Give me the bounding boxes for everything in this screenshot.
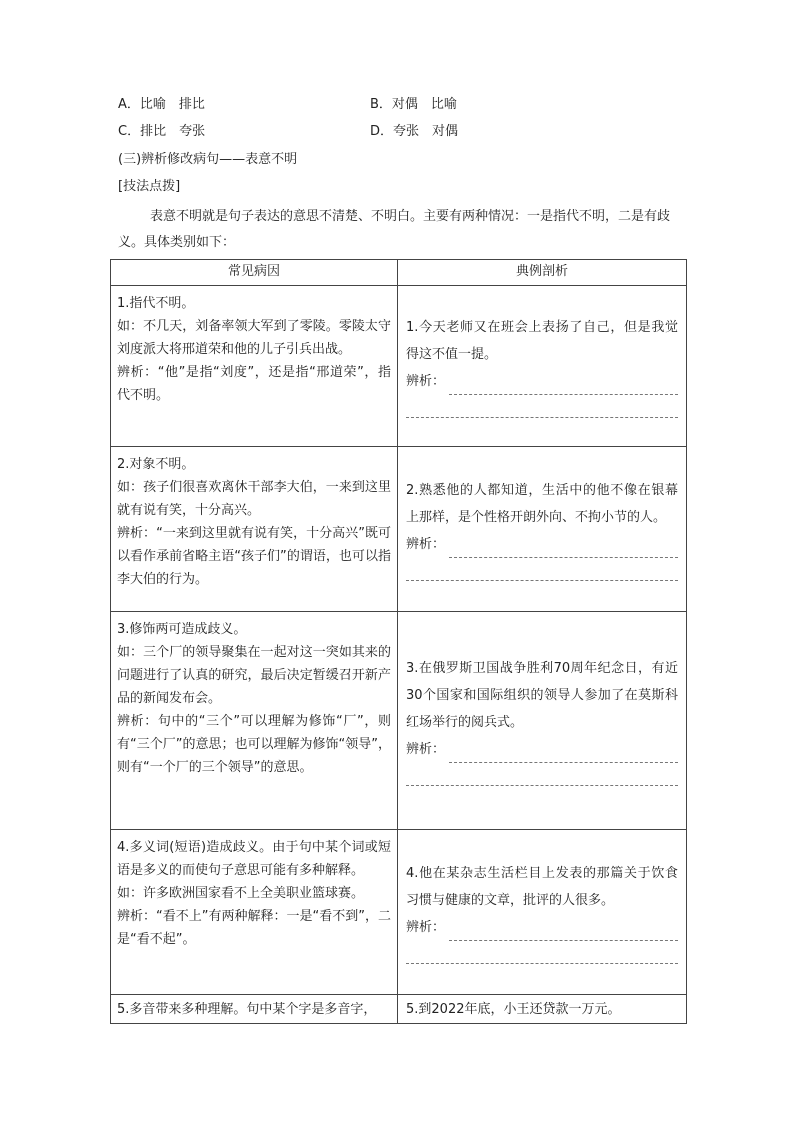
- cause-cell: [111, 612, 397, 785]
- analysis-line: [406, 531, 678, 558]
- cause-analysis: 辨析：“看不上”有两种解释：一是“看不到”，二是“看不起”。: [117, 909, 391, 947]
- cause-analysis: 辨析：“一来到这里就有说有笑，十分高兴”既可以看作承前省略主语“孩子们”的谓语，也可以指李大伯的行为。: [117, 526, 391, 587]
- cause-cell: [111, 447, 397, 597]
- cause-title: 5.多音带来多种理解。句中某个字是多音字，: [117, 1002, 377, 1017]
- analysis-label: 辨析：: [406, 742, 446, 757]
- cause-title: 4.多义词(短语)造成歧义。由于句中某个词或短语是多义的而使句子意思可能有多种解释。: [117, 840, 391, 878]
- answer-blank[interactable]: [406, 395, 678, 418]
- cause-example: 如：许多欧洲国家看不上全美职业篮球赛。: [117, 886, 365, 901]
- analysis-line: [406, 914, 678, 941]
- header-cause: 常见病因: [111, 260, 398, 286]
- option-b: B．对偶 比喻: [370, 97, 457, 112]
- header-example: 典例剖析: [398, 260, 687, 286]
- cause-analysis: 辨析：句中的“三个”可以理解为修饰“厂”，则有“三个厂”的意思；也可以理解为修饰“领导”，则有“一个厂的三个领导”的意思。: [117, 714, 391, 775]
- diagnosis-table: [110, 259, 687, 1024]
- analysis-line: [406, 368, 678, 395]
- analysis-label: 辨析：: [406, 537, 446, 552]
- table-row: [111, 995, 687, 1024]
- tip-title: [技法点拨]: [118, 179, 181, 194]
- example-cell: [398, 655, 686, 786]
- option-c: C．排比 夸张: [118, 124, 206, 139]
- example-cell: [398, 314, 686, 418]
- example-sentence: 4.他在某杂志生活栏目上发表的那篇关于饮食习惯与健康的文章，批评的人很多。: [406, 866, 678, 908]
- table-row: [111, 447, 687, 612]
- answer-blank[interactable]: [406, 763, 678, 786]
- answer-blank[interactable]: [449, 746, 678, 763]
- table-header-row: [111, 260, 687, 286]
- analysis-label: 辨析：: [406, 920, 446, 935]
- cause-title: 2.对象不明。: [117, 457, 195, 472]
- analysis-line: [406, 736, 678, 763]
- option-d: D．夸张 对偶: [370, 124, 459, 139]
- example-sentence: 1.今天老师又在班会上表扬了自己，但是我觉得这不值一提。: [406, 320, 678, 362]
- answer-blank[interactable]: [406, 558, 678, 581]
- cause-example: 如：三个厂的领导聚集在一起对这一突如其来的问题进行了认真的研究，最后决定暂缓召开新产品的新闻发布会。: [117, 645, 391, 706]
- cause-cell: [111, 995, 397, 1023]
- example-cell: [398, 477, 686, 581]
- intro-paragraph: 表意不明就是句子表达的意思不清楚、不明白。主要有两种情况：一是指代不明，二是有歧义。具体类别如下：: [118, 209, 671, 250]
- answer-blank[interactable]: [449, 924, 678, 941]
- example-cell: [398, 860, 686, 964]
- cause-analysis: 辨析：“他”是指“刘度”，还是指“邢道荣”，指代不明。: [117, 365, 391, 403]
- table-row: [111, 286, 687, 447]
- table-row: [111, 612, 687, 830]
- cause-cell: [111, 830, 397, 957]
- answer-blank[interactable]: [449, 378, 678, 395]
- section-title: (三)辨析修改病句——表意不明: [118, 152, 298, 167]
- cause-example: 如：不几天，刘备率领大军到了零陵。零陵太守刘度派大将邢道荣和他的儿子引兵出战。: [117, 319, 391, 357]
- answer-blank[interactable]: [406, 941, 678, 964]
- cause-title: 3.修饰两可造成歧义。: [117, 622, 247, 637]
- example-sentence: 5.到2022年底，小王还贷款一万元。: [406, 1002, 621, 1017]
- analysis-label: 辨析：: [406, 374, 446, 389]
- cause-cell: [111, 286, 397, 413]
- cause-title: 1.指代不明。: [117, 296, 195, 311]
- answer-blank[interactable]: [449, 541, 678, 558]
- example-sentence: 3.在俄罗斯卫国战争胜利70周年纪念日，有近30个国家和国际组织的领导人参加了在莫斯科红场举行的阅兵式。: [406, 661, 678, 730]
- cause-example: 如：孩子们很喜欢离休干部李大伯，一来到这里就有说有笑，十分高兴。: [117, 480, 391, 518]
- option-a: A．比喻 排比: [118, 97, 205, 112]
- example-sentence: 2.熟悉他的人都知道，生活中的他不像在银幕上那样，是个性格开朗外向、不拘小节的人。: [406, 483, 678, 525]
- table-row: [111, 830, 687, 995]
- example-cell: [398, 995, 686, 1023]
